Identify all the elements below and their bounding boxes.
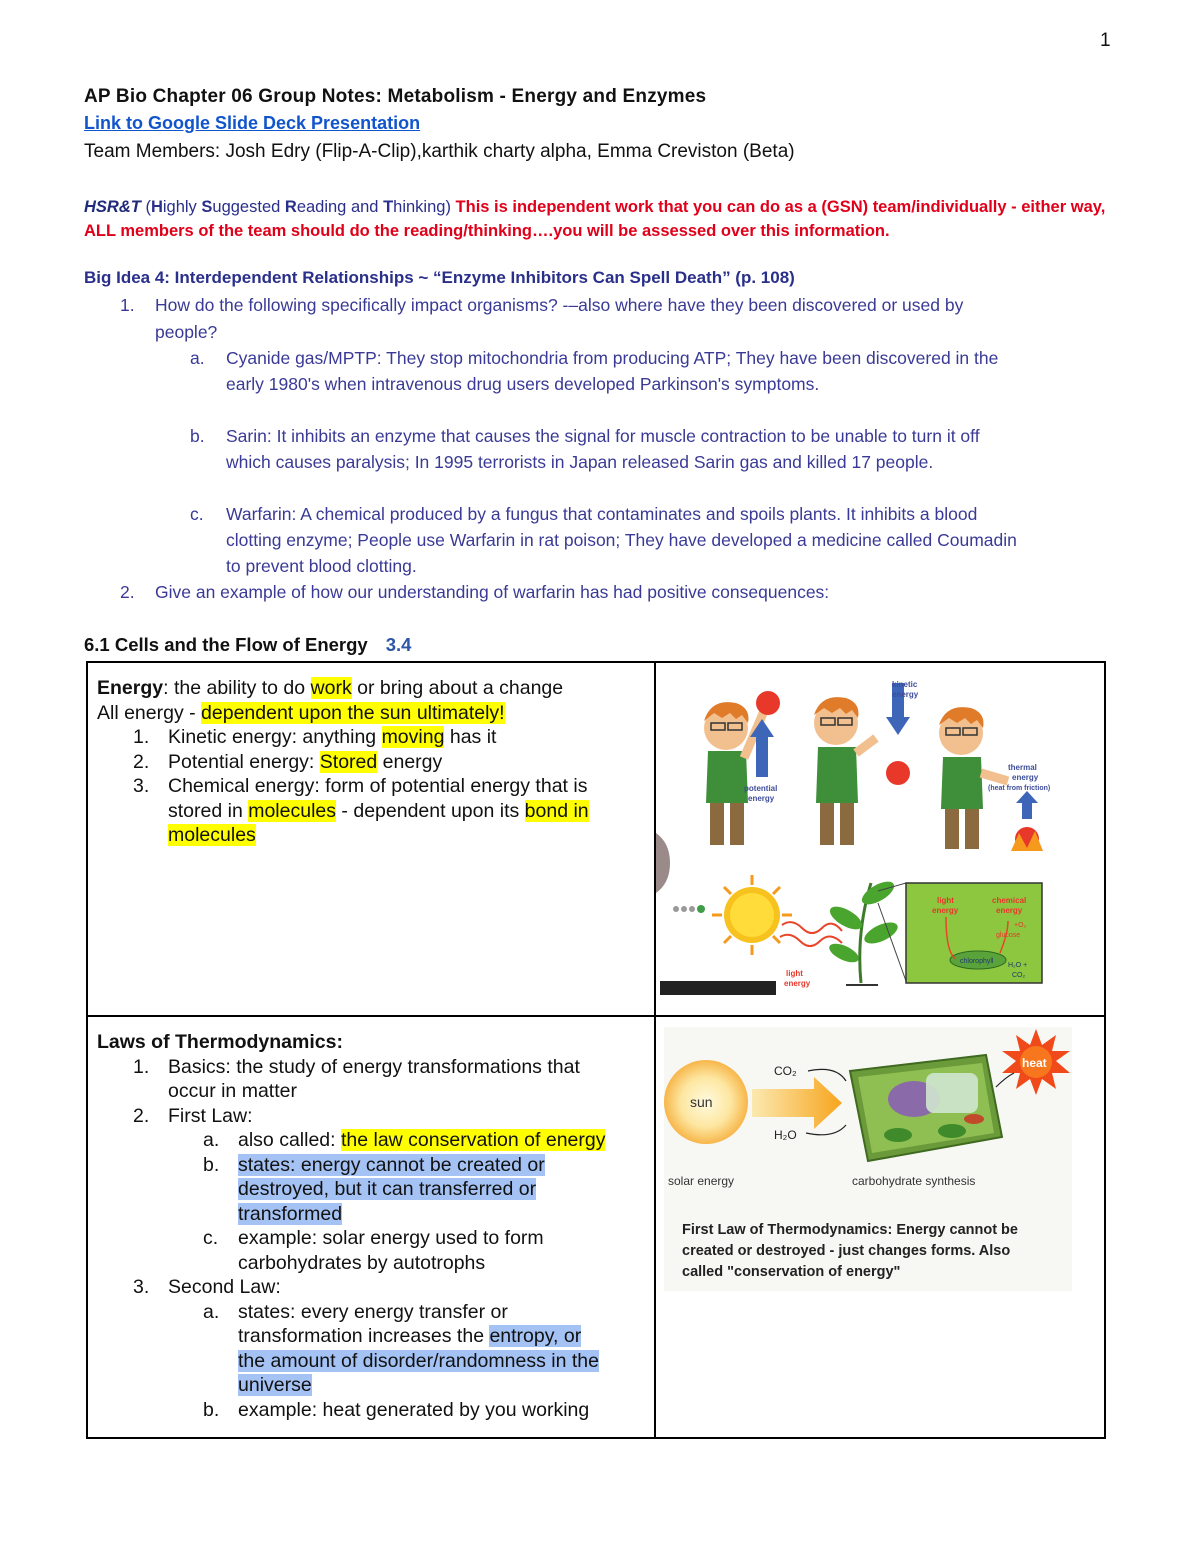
first-law-figure — [656, 1017, 1104, 1432]
hsr-abbr: HSR&T — [84, 198, 141, 216]
answer-letter: a. — [190, 348, 205, 368]
answer-letter: c. — [190, 504, 204, 524]
figure-label: chlorophyll — [960, 958, 994, 965]
answer-text: which causes paralysis; In 1995 terrorists in Japan released Sarin gas and killed 17 people. — [226, 452, 934, 472]
thermodynamics-figure-cell — [655, 1016, 1105, 1438]
figure-label: carbohydrate synthesis — [852, 1174, 976, 1188]
boy-figure — [814, 683, 910, 845]
figure-caption: created or destroyed - just changes forms. Also — [682, 1243, 1011, 1259]
figure-label: CO₂ — [1012, 972, 1026, 979]
list-item: 3. Chemical energy: form of potential energy that is stored in molecules - dependent upon its bond in molecules — [133, 775, 589, 846]
figure-label: glucose — [996, 932, 1021, 939]
hsr-warning: This is independent work that you can do as a (GSN) team/individually - either way, ALL members of the team should do the reading/thinking….you will be assessed over this information. — [84, 198, 1106, 240]
boy-figure — [704, 691, 780, 845]
list-item: 2. Potential energy: Stored energy — [133, 750, 443, 773]
figure-label: heat — [1022, 1056, 1047, 1070]
notes-table — [86, 661, 1106, 1439]
table-row — [87, 662, 1105, 1016]
question-text: How do the following specifically impact organisms? -–also where have they been discovered or used by — [155, 295, 964, 315]
question-text: people? — [155, 322, 218, 342]
page-number: 1 — [1100, 30, 1111, 51]
thermo-heading: Laws of Thermodynamics: — [97, 1031, 343, 1053]
question-number: 2. — [120, 582, 135, 602]
question-text: Give an example of how our understanding of warfarin has had positive consequences: — [155, 582, 830, 602]
team-members: Team Members: Josh Edry (Flip-A-Clip),karthik charty alpha, Emma Creviston (Beta) — [84, 141, 795, 162]
list-item: c. example: solar energy used to form carbohydrates by autotrophs — [203, 1227, 544, 1274]
list-item: b. states: energy cannot be created or destroyed, but it can transferred or transformed — [203, 1153, 545, 1225]
section-number: 3.4 — [385, 634, 412, 655]
plant-illustration — [826, 877, 900, 985]
list-item: 1. Basics: the study of energy transformations that occur in matter — [133, 1055, 580, 1102]
question-number: 1. — [120, 295, 135, 315]
figure-label: sun — [690, 1094, 713, 1110]
list-item: 1. Kinetic energy: anything moving has it — [133, 726, 497, 748]
figure-label: +O₂ — [1014, 922, 1027, 929]
answer-text: Cyanide gas/MPTP: They stop mitochondria from producing ATP; They have been discovered in the — [226, 348, 999, 368]
figure-label: light — [937, 896, 954, 905]
energy-forms-figure — [656, 663, 1104, 1010]
figure-label: (heat from friction) — [988, 785, 1051, 792]
list-item: b. example: heat generated by you working — [203, 1398, 590, 1421]
video-toolbar — [660, 981, 776, 995]
figure-label: energy — [748, 794, 775, 803]
slide-deck-link[interactable]: Link to Google Slide Deck Presentation — [84, 113, 421, 133]
figure-caption: First Law of Thermodynamics: Energy cannot be — [682, 1222, 1018, 1238]
document-title: AP Bio Chapter 06 Group Notes: Metabolism - Energy and Enzymes — [84, 86, 707, 107]
figure-label: H₂O + — [1008, 962, 1028, 969]
answer-text: Sarin: It inhibits an enzyme that causes the signal for muscle contraction to be unable to turn it off — [226, 426, 980, 446]
question-list — [84, 292, 1124, 612]
figure-label: H₂O — [774, 1128, 797, 1142]
figure-label: energy — [892, 690, 919, 699]
figure-label: energy — [932, 906, 959, 915]
energy-notes-cell — [87, 662, 655, 1016]
list-item: a. states: every energy transfer or transformation increases the entropy, or the amount of disorder/randomness in the universe — [203, 1300, 599, 1396]
figure-label: kinetic — [892, 680, 918, 689]
figure-label: energy — [1012, 773, 1039, 782]
figure-label: potential — [744, 784, 778, 793]
figure-label: light — [786, 969, 803, 978]
figure-label: solar energy — [668, 1174, 735, 1188]
energy-definition: Energy: the ability to do work or bring about a change — [97, 677, 564, 699]
figure-label: chemical — [992, 896, 1027, 905]
figure-label: energy — [996, 906, 1023, 915]
section-title: 6.1 Cells and the Flow of Energy — [84, 634, 368, 655]
figure-caption: called "conservation of energy" — [682, 1264, 901, 1280]
big-idea-heading: Big Idea 4: Interdependent Relationships ~ “Enzyme Inhibitors Can Spell Death” (p. 108) — [84, 268, 795, 287]
hsr-notice — [84, 196, 1114, 243]
answer-text: early 1980's when intravenous drug users developed Parkinson's symptoms. — [226, 374, 820, 394]
sun-illustration — [712, 875, 842, 955]
thermodynamics-notes-cell — [87, 1016, 655, 1438]
energy-figure-cell — [655, 662, 1105, 1016]
answer-letter: b. — [190, 426, 205, 446]
answer-text: Warfarin: A chemical produced by a fungus that contaminates and spoils plants. It inhibits a blood — [226, 504, 978, 524]
figure-label: energy — [784, 979, 811, 988]
list-item: 2. First Law: — [133, 1104, 253, 1127]
figure-label: thermal — [1008, 763, 1037, 772]
hsr-expansion: (Highly Suggested Reading and Thinking) — [145, 198, 451, 216]
list-item: a. also called: the law conservation of energy — [203, 1129, 606, 1151]
answer-text: to prevent blood clotting. — [226, 556, 417, 576]
table-row — [87, 1016, 1105, 1438]
energy-sun-note: All energy - dependent upon the sun ultimately! — [97, 701, 505, 724]
list-item: 3. Second Law: — [133, 1276, 281, 1298]
answer-text: clotting enzyme; People use Warfarin in rat poison; They have developed a medicine called Coumadin — [226, 530, 1017, 550]
section-heading — [84, 634, 411, 656]
figure-label: CO₂ — [774, 1064, 797, 1078]
